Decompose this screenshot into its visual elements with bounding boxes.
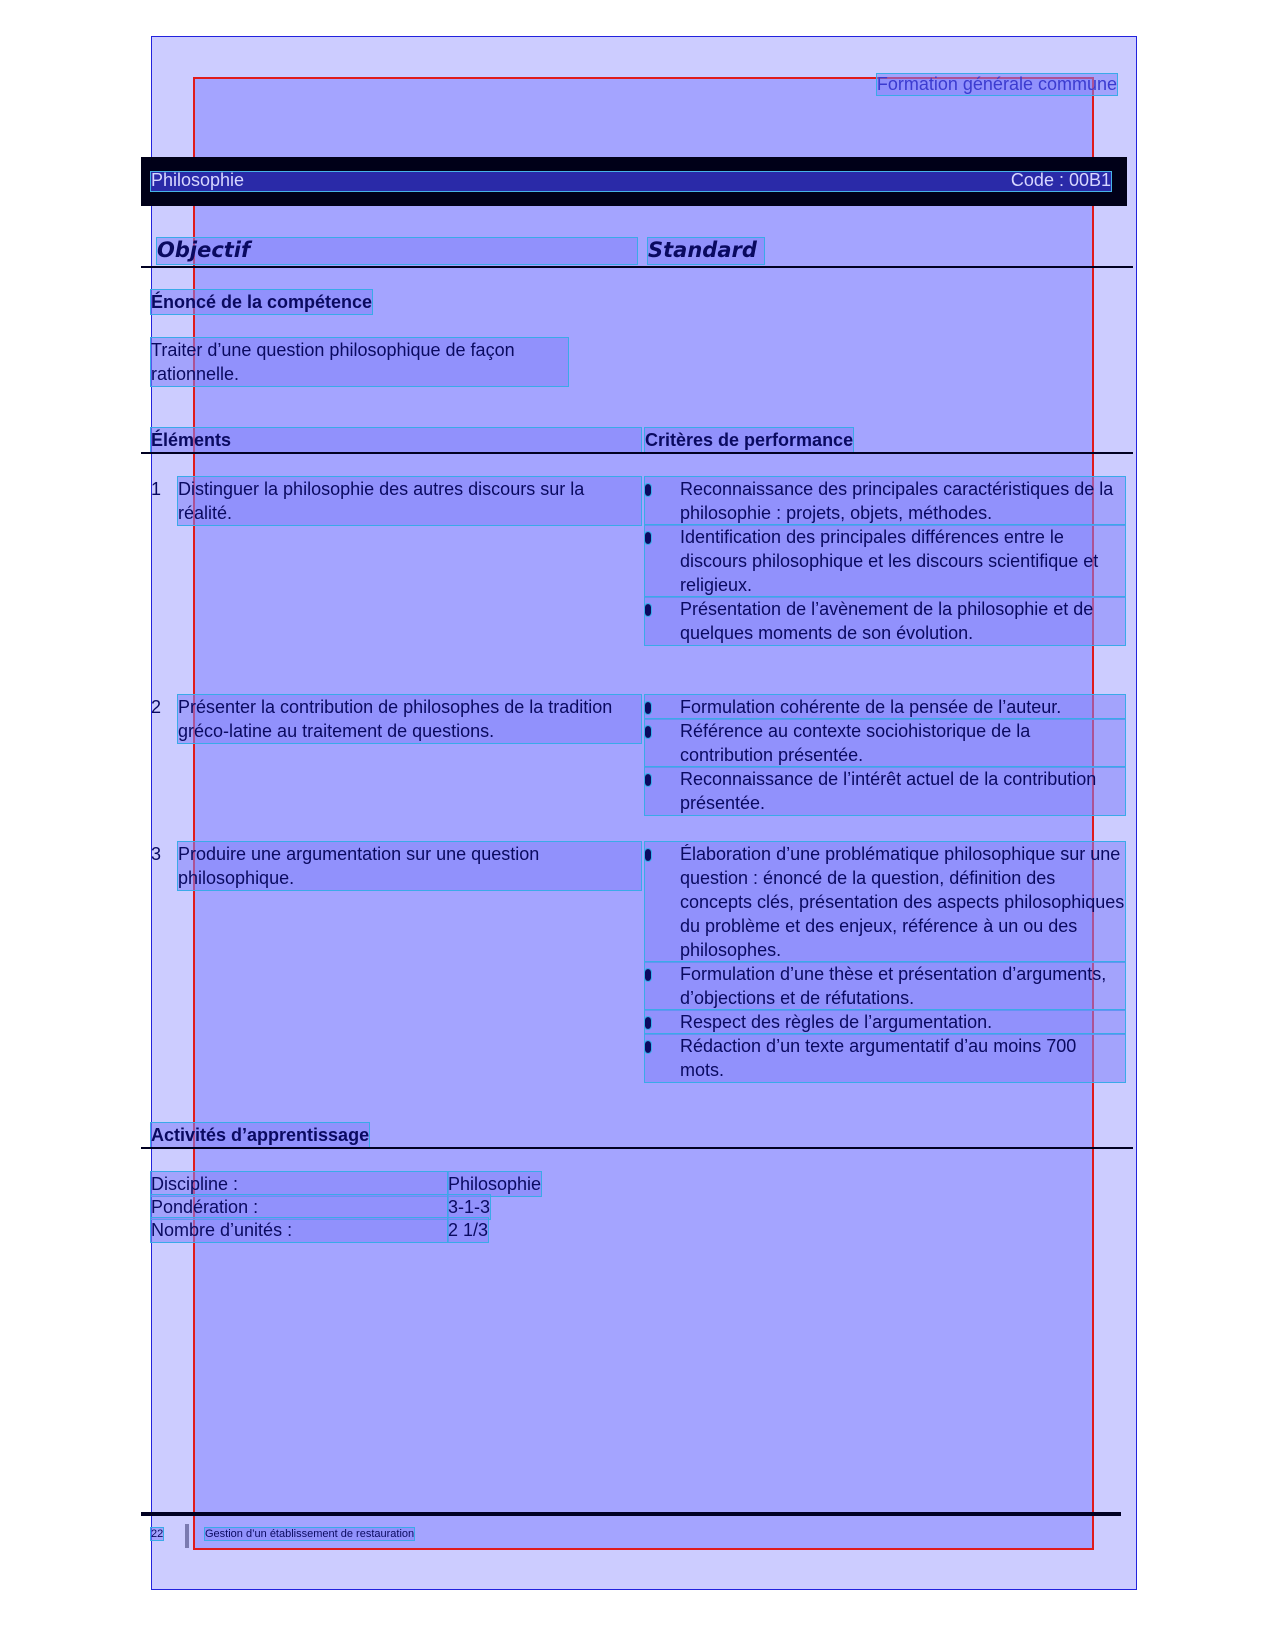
- divider-objective: [141, 266, 1133, 268]
- criterion-item: Reconnaissance des principales caractéristiques de la philosophie : projets, objets, méthodes.: [645, 477, 1125, 525]
- element-number: 1: [151, 479, 162, 499]
- criterion-item: Référence au contexte sociohistorique de la contribution présentée.: [645, 719, 1125, 767]
- activity-value: Philosophie: [448, 1174, 542, 1194]
- discipline-title: Philosophie: [151, 170, 245, 190]
- criterion-item: Reconnaissance de l’intérêt actuel de la contribution présentée.: [645, 767, 1125, 815]
- activity-label: Nombre d’unités :: [151, 1218, 448, 1242]
- activities-heading: Activités d’apprentissage: [151, 1125, 370, 1145]
- footer-title: Gestion d’un établissement de restauration: [205, 1528, 415, 1540]
- activity-label: Discipline :: [151, 1172, 448, 1196]
- element-number: 2: [151, 697, 162, 717]
- competence-text: Traiter d’une question philosophique de façon rationnelle.: [151, 338, 568, 386]
- element-1: [151, 477, 641, 525]
- competence-heading: Énoncé de la compétence: [151, 292, 373, 312]
- element-text: Produire une argumentation sur une question philosophique.: [178, 842, 641, 890]
- activity-row-discipline: [151, 1172, 551, 1195]
- criterion-item: Rédaction d’un texte argumentatif d’au moins 700 mots.: [645, 1034, 1125, 1082]
- course-code: Code : 00B1: [1010, 170, 1111, 190]
- objective-heading: Objectif: [157, 238, 637, 264]
- activity-row-weighting: [151, 1195, 551, 1218]
- activity-value: 3-1-3: [448, 1197, 491, 1217]
- criteria-list-2: [645, 695, 1125, 815]
- page-number: 22: [151, 1528, 164, 1540]
- element-3: [151, 842, 641, 890]
- criteria-list-3: [645, 842, 1125, 1082]
- activity-value: 2 1/3: [448, 1220, 489, 1240]
- elements-heading: Éléments: [151, 428, 641, 452]
- activity-row-units: [151, 1218, 551, 1241]
- criterion-item: Formulation cohérente de la pensée de l’auteur.: [645, 695, 1125, 719]
- criterion-item: Élaboration d’une problématique philosophique sur une question : énoncé de la question, définition des concepts clés, présentation des aspects philosophiques du problème et des enjeux, référence à un ou des philosophes.: [645, 842, 1125, 962]
- activity-label: Pondération :: [151, 1195, 448, 1219]
- footer-separator: [185, 1524, 189, 1548]
- criteria-list-1: [645, 477, 1125, 645]
- criterion-item: Formulation d’une thèse et présentation d’arguments, d’objections et de réfutations.: [645, 962, 1125, 1010]
- divider-elements: [141, 452, 1133, 454]
- element-number: 3: [151, 844, 162, 864]
- standard-heading: Standard: [648, 238, 764, 264]
- footer-rule: [141, 1512, 1121, 1516]
- divider-activities: [141, 1147, 1133, 1149]
- title-band-highlight: [151, 172, 1111, 191]
- criterion-item: Identification des principales différences entre le discours philosophique et les discours scientifique et religieux.: [645, 525, 1125, 597]
- element-text: Présenter la contribution de philosophes de la tradition gréco-latine au traitement de questions.: [178, 695, 641, 743]
- element-2: [151, 695, 641, 743]
- criterion-item: Présentation de l’avènement de la philosophie et de quelques moments de son évolution.: [645, 597, 1125, 645]
- criterion-item: Respect des règles de l’argumentation.: [645, 1010, 1125, 1034]
- element-text: Distinguer la philosophie des autres discours sur la réalité.: [178, 477, 641, 525]
- criteria-heading: Critères de performance: [645, 430, 854, 450]
- program-label: Formation générale commune: [876, 74, 1117, 94]
